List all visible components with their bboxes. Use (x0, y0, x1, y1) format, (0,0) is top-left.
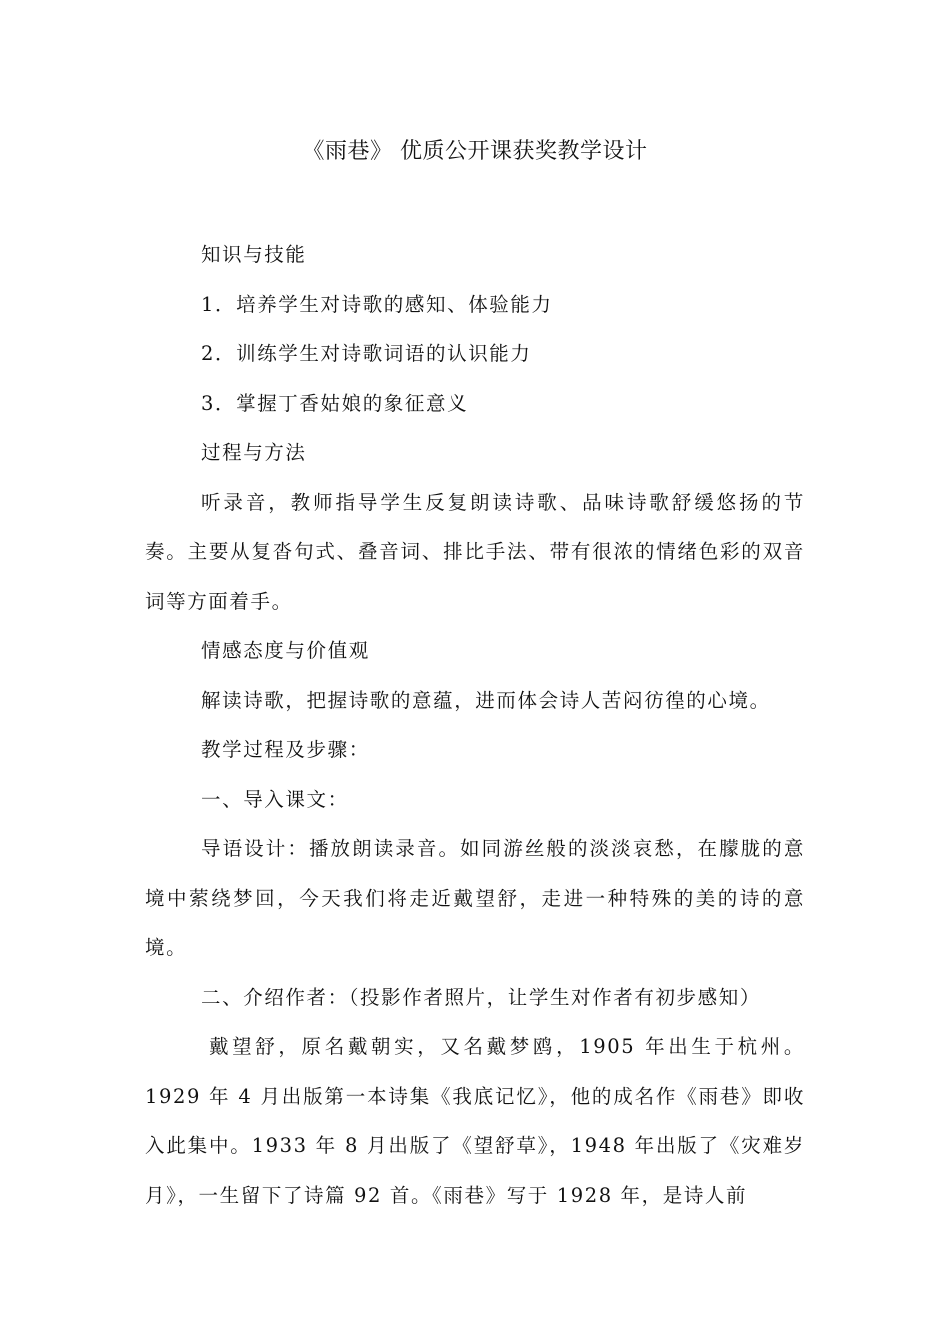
paragraph-author-bio: 戴望舒，原名戴朝实，又名戴梦鸥，1905 年出生于杭州。1929 年 4 月出版第一本诗集《我底记忆》，他的成名作《雨巷》即收入此集中。1933 年 8 月出版了《望舒草》，1948 年出版了《灾难岁月》，一生留下了诗篇 92 首。《雨巷》写于 1928 年，是诗人前 (145, 1035, 805, 1207)
heading-intro-lesson: 一、导入课文： (201, 787, 349, 811)
heading-knowledge-skills: 知识与技能 (201, 243, 307, 266)
document-body (145, 230, 805, 1220)
heading-emotion-values: 情感态度与价值观 (201, 639, 370, 662)
paragraph-process-method: 听录音，教师指导学生反复朗读诗歌、品味诗歌舒缓悠扬的节奏。主要从复沓句式、叠音词、排比手法、带有很浓的情绪色彩的双音词等方面着手。 (145, 490, 805, 613)
heading-teaching-process: 教学过程及步骤： (201, 738, 370, 761)
list-item-1: 1．培养学生对诗歌的感知、体验能力 (201, 292, 553, 316)
paragraph-intro-design: 导语设计：播放朗读录音。如同游丝般的淡淡哀愁，在朦胧的意境中萦绕梦回，今天我们将走近戴望舒，走进一种特殊的美的诗的意境。 (145, 837, 805, 959)
list-item-3: 3．掌握丁香姑娘的象征意义 (201, 391, 469, 415)
paragraph-emotion-values: 解读诗歌，把握诗歌的意蕴，进而体会诗人苦闷彷徨的心境。 (201, 688, 771, 712)
list-item-2: 2．训练学生对诗歌词语的认识能力 (201, 342, 532, 365)
heading-author-intro: 二、介绍作者：（投影作者照片，让学生对作者有初步感知） (201, 985, 761, 1009)
document-title: 《雨巷》 优质公开课获奖教学设计 (302, 139, 648, 164)
heading-process-method: 过程与方法 (201, 441, 307, 464)
